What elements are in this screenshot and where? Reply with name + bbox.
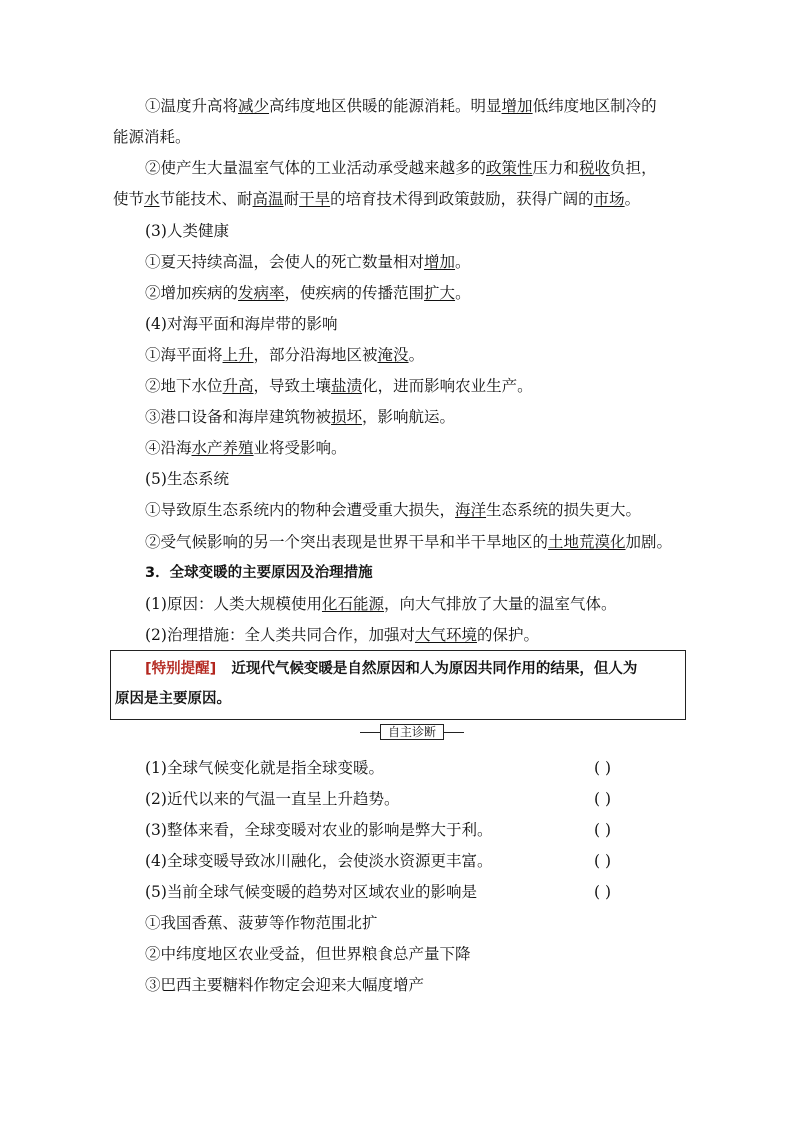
question-4: (4)全球变暖导致冰川融化，会使淡水资源更丰富。 <box>145 852 493 870</box>
sea-line-1: ①海平面将上升，部分沿海地区被淹没。 <box>145 346 425 364</box>
sea-line-4: ④沿海水产养殖业将受影响。 <box>145 439 347 457</box>
causes-line-2: (2)治理措施：全人类共同合作，加强对大气环境的保护。 <box>145 626 539 644</box>
eco-line-1: ①导致原生态系统内的物种会遭受重大损失，海洋生态系统的损失更大。 <box>145 501 642 519</box>
answer-blank-3[interactable]: ( ) <box>594 821 612 839</box>
reminder-tag: [特别提醒] <box>145 661 217 677</box>
causes-line-1: (1)原因：人类大规模使用化石能源，向大气排放了大量的温室气体。 <box>145 595 617 613</box>
option-3: ③巴西主要糖料作物定会迎来大幅度增产 <box>145 976 425 994</box>
question-1: (1)全球气候变化就是指全球变暖。 <box>145 759 384 777</box>
option-2: ②中纬度地区农业受益，但世界粮食总产量下降 <box>145 945 471 963</box>
question-5: (5)当前全球气候变暖的趋势对区域农业的影响是 <box>145 883 477 901</box>
option-1: ①我国香蕉、菠萝等作物范围北扩 <box>145 914 378 932</box>
health-line-2: ②增加疾病的发病率，使疾病的传播范围扩大。 <box>145 284 471 302</box>
self-diagnosis-header <box>360 724 464 742</box>
econ-line-2: 能源消耗。 <box>113 128 191 146</box>
reminder-line-2: 原因是主要原因。 <box>115 691 231 707</box>
sea-line-3: ③港口设备和海岸建筑物被损坏，影响航运。 <box>145 408 456 426</box>
econ2-line-2: 使节水节能技术、耐高温耐干旱的培育技术得到政策鼓励，获得广阔的市场。 <box>113 190 641 208</box>
self-diagnosis-label: 自主诊断 <box>380 724 444 740</box>
answer-blank-2[interactable]: ( ) <box>594 790 612 808</box>
health-title: (3)人类健康 <box>145 222 229 240</box>
question-2: (2)近代以来的气温一直呈上升趋势。 <box>145 790 400 808</box>
causes-title: 3．全球变暖的主要原因及治理措施 <box>145 565 373 581</box>
eco-title: (5)生态系统 <box>145 470 229 488</box>
eco-line-2: ②受气候影响的另一个突出表现是世界干旱和半干旱地区的土地荒漠化加剧。 <box>145 533 673 551</box>
reminder-line-1: [特别提醒] 近现代气候变暖是自然原因和人为原因共同作用的结果，但人为 <box>145 661 638 677</box>
health-line-1: ①夏天持续高温，会使人的死亡数量相对增加。 <box>145 253 471 271</box>
answer-blank-1[interactable]: ( ) <box>594 759 612 777</box>
divider-right <box>444 732 464 733</box>
sea-title: (4)对海平面和海岸带的影响 <box>145 315 338 333</box>
divider-left <box>360 732 380 733</box>
special-reminder-box <box>110 650 686 720</box>
answer-blank-5[interactable]: ( ) <box>594 883 612 901</box>
sea-line-2: ②地下水位升高，导致土壤盐渍化，进而影响农业生产。 <box>145 377 533 395</box>
econ-line-1: ①温度升高将减少高纬度地区供暖的能源消耗。明显增加低纬度地区制冷的 <box>145 97 657 115</box>
econ2-line-1: ②使产生大量温室气体的工业活动承受越来越多的政策性压力和税收负担， <box>145 159 657 177</box>
question-3: (3)整体来看，全球变暖对农业的影响是弊大于利。 <box>145 821 493 839</box>
answer-blank-4[interactable]: ( ) <box>594 852 612 870</box>
